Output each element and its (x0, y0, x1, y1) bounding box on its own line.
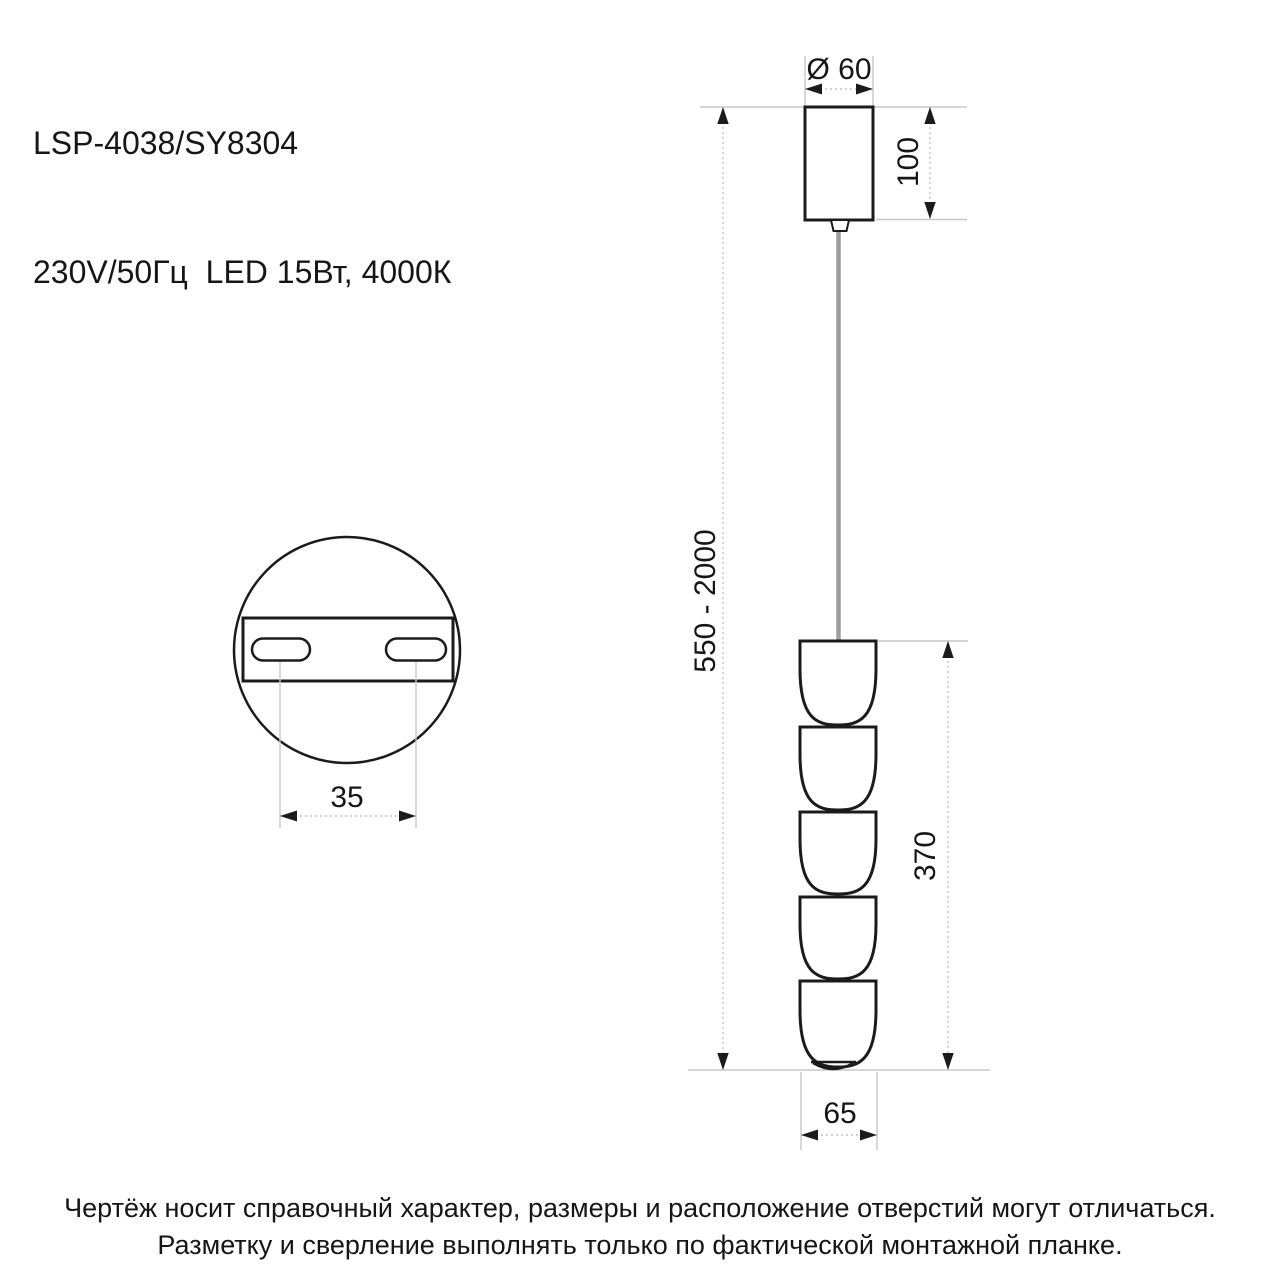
disclaimer-notes (0, 1190, 1280, 1264)
shade-2 (800, 727, 876, 810)
arrow-left-icon (801, 1130, 818, 1141)
shade-1 (800, 641, 876, 725)
arrow-up-icon (924, 107, 935, 124)
lamp-body (800, 641, 876, 1067)
ceiling-canopy (805, 107, 873, 220)
arrow-left-icon (280, 811, 297, 822)
arrow-down-icon (924, 202, 935, 219)
label-hole-spacing: 35 (330, 781, 364, 814)
shade-5 (800, 981, 876, 1067)
disclaimer-line-2: Разметку и сверление выполнять только по фактической монтажной планке. (157, 1230, 1123, 1260)
arrow-right-icon (860, 1130, 877, 1141)
label-suspension-range: 550 - 2000 (689, 529, 722, 673)
label-body-diameter: 65 (823, 1097, 857, 1130)
shade-3 (800, 812, 876, 894)
shade-4 (800, 897, 876, 979)
arrow-up-icon (717, 107, 728, 124)
label-body-height: 370 (909, 830, 942, 882)
mounting-slot-left (252, 639, 310, 661)
label-canopy-height: 100 (892, 136, 925, 188)
canopy-cable-grip (831, 220, 849, 231)
arrow-down-icon (717, 1053, 728, 1070)
arrow-down-icon (942, 1053, 953, 1070)
arrow-up-icon (942, 641, 953, 658)
product-specs: 230V/50Гц LED 15Вт, 4000К (33, 254, 452, 290)
label-canopy-diameter: Ø 60 (806, 53, 872, 86)
product-model: LSP-4038/SY8304 (33, 125, 299, 161)
mounting-slot-right (386, 639, 446, 661)
disclaimer-line-1: Чертёж носит справочный характер, размеры и расположение отверстий могут отличаться. (64, 1193, 1216, 1223)
arrow-right-icon (399, 811, 416, 822)
